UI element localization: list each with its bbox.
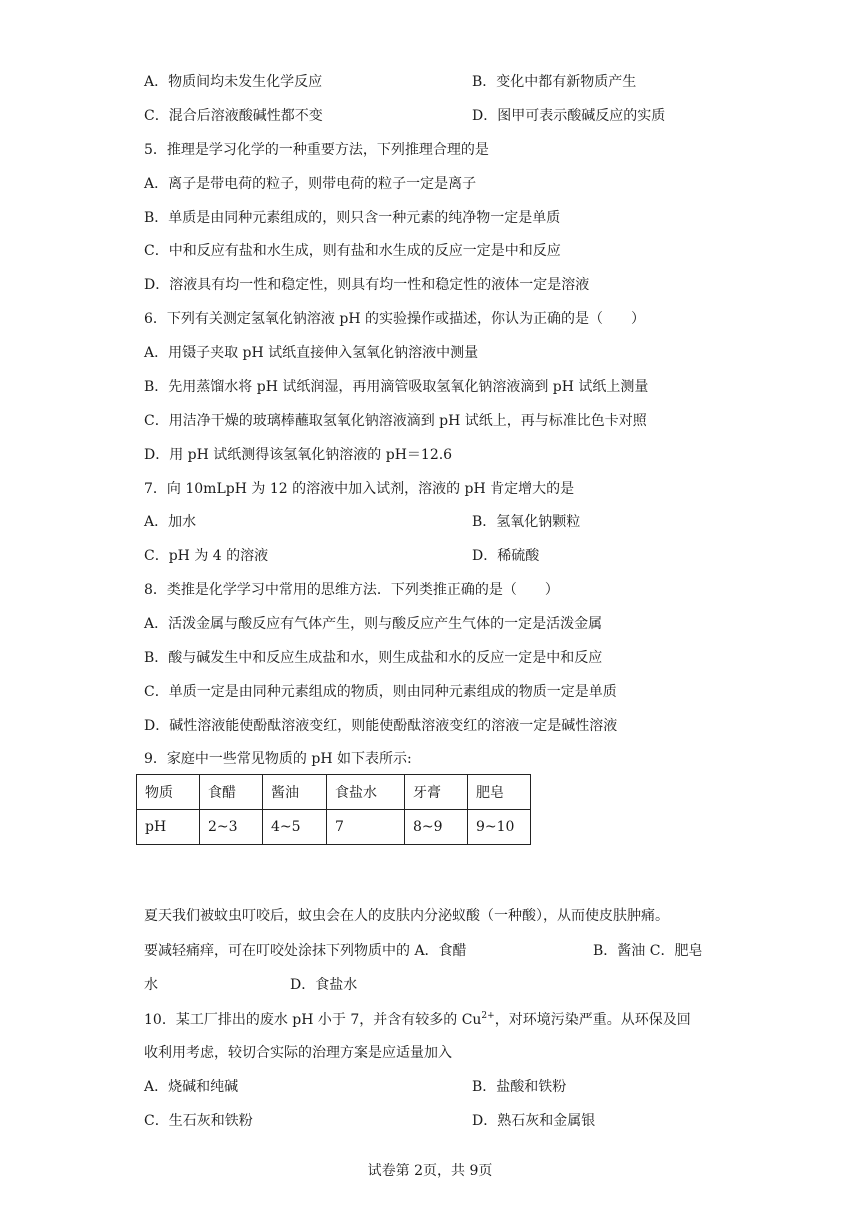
q5-option-a: A．离子是带电荷的粒子，则带电荷的粒子一定是离子 (144, 176, 477, 192)
q5-option-b: B．单质是由同种元素组成的，则只含一种元素的纯净物一定是单质 (144, 210, 561, 226)
q6-option-b: B．先用蒸馏水将 pH 试纸润湿，再用滴管吸取氢氧化钠溶液滴到 pH 试纸上测量 (144, 379, 649, 395)
q7-option-c: C．pH 为 4 的溶液 (144, 548, 269, 564)
q4-option-c: C．混合后溶液酸碱性都不变 (144, 108, 323, 124)
q6-option-c: C．用洁净干燥的玻璃棒蘸取氢氧化钠溶液滴到 pH 试纸上，再与标准比色卡对照 (144, 413, 647, 429)
q7-option-a: A．加水 (144, 514, 197, 530)
q4-option-d: D．图甲可表示酸碱反应的实质 (472, 108, 666, 124)
q10-option-d: D．熟石灰和金属银 (472, 1113, 596, 1129)
q6-stem: 6．下列有关测定氢氧化钠溶液 pH 的实验操作或描述，你认为正确的是（ ） (144, 311, 645, 327)
table-cell: 7 (327, 810, 405, 845)
q9-line-3b: D．食盐水 (290, 977, 358, 993)
q8-option-d: D．碱性溶液能使酚酞溶液变红，则能使酚酞溶液变红的溶液一定是碱性溶液 (144, 718, 618, 734)
q4-option-a: A．物质间均未发生化学反应 (144, 74, 323, 90)
q9-line-1: 夏天我们被蚊虫叮咬后，蚊虫会在人的皮肤内分泌蚁酸（一种酸），从而使皮肤肿痛。 (144, 908, 669, 924)
q5-option-c: C．中和反应有盐和水生成，则有盐和水生成的反应一定是中和反应 (144, 243, 561, 259)
q9-line-3a: 水 (144, 977, 158, 993)
table-cell: 4~5 (263, 810, 327, 845)
q9-stem: 9．家庭中一些常见物质的 pH 如下表所示: (144, 751, 412, 767)
q8-option-a: A．活泼金属与酸反应有气体产生，则与酸反应产生气体的一定是活泼金属 (144, 616, 603, 632)
table-cell: 酱油 (263, 775, 327, 810)
q8-option-c: C．单质一定是由同种元素组成的物质，则由同种元素组成的物质一定是单质 (144, 684, 617, 700)
table-row (137, 810, 531, 845)
q10-option-a: A．烧碱和纯碱 (144, 1079, 239, 1095)
q10-line-1 (144, 1010, 691, 1030)
page-footer: 试卷第 2页，共 9页 (367, 1163, 493, 1179)
q10-line-2: 收利用考虑，较切合实际的治理方案是应适量加入 (144, 1045, 452, 1061)
table-cell: 牙膏 (405, 775, 468, 810)
q5-stem: 5．推理是学习化学的一种重要方法，下列推理合理的是 (144, 142, 489, 158)
q7-stem: 7．向 10mLpH 为 12 的溶液中加入试剂，溶液的 pH 肯定增大的是 (144, 481, 575, 497)
table-cell: 肥皂 (468, 775, 531, 810)
q7-option-b: B．氢氧化钠颗粒 (472, 514, 581, 530)
q5-option-d: D．溶液具有均一性和稳定性，则具有均一性和稳定性的液体一定是溶液 (144, 277, 590, 293)
q10-superscript: 2+ (481, 1011, 495, 1021)
q10-line-1-tail: ，对环境污染严重。从环保及回 (494, 1012, 691, 1028)
table-cell: 食盐水 (327, 775, 405, 810)
table-cell: 8~9 (405, 810, 468, 845)
q8-stem: 8．类推是化学学习中常用的思维方法．下列类推正确的是（ ） (144, 582, 559, 598)
q9-line-2a: 要减轻痛痒，可在叮咬处涂抹下列物质中的 A．食醋 (144, 943, 467, 959)
table-cell: 食醋 (200, 775, 263, 810)
table-cell: pH (137, 810, 200, 845)
q8-option-b: B．酸与碱发生中和反应生成盐和水，则生成盐和水的反应一定是中和反应 (144, 650, 603, 666)
q4-option-b: B．变化中都有新物质产生 (472, 74, 637, 90)
q10-line-1-text: 10．某工厂排出的废水 pH 小于 7，并含有较多的 Cu (144, 1012, 482, 1028)
q6-option-a: A．用镊子夹取 pH 试纸直接伸入氢氧化钠溶液中测量 (144, 345, 479, 361)
q7-option-d: D．稀硫酸 (472, 548, 540, 564)
table-row (137, 775, 531, 810)
q10-option-b: B．盐酸和铁粉 (472, 1079, 567, 1095)
q6-option-d: D．用 pH 试纸测得该氢氧化钠溶液的 pH＝12.6 (144, 447, 453, 463)
q10-option-c: C．生石灰和铁粉 (144, 1113, 253, 1129)
table-cell: 物质 (137, 775, 200, 810)
q9-line-2b: B．酱油 C．肥皂 (593, 943, 703, 959)
ph-table (136, 774, 531, 845)
table-cell: 9~10 (468, 810, 531, 845)
table-cell: 2~3 (200, 810, 263, 845)
